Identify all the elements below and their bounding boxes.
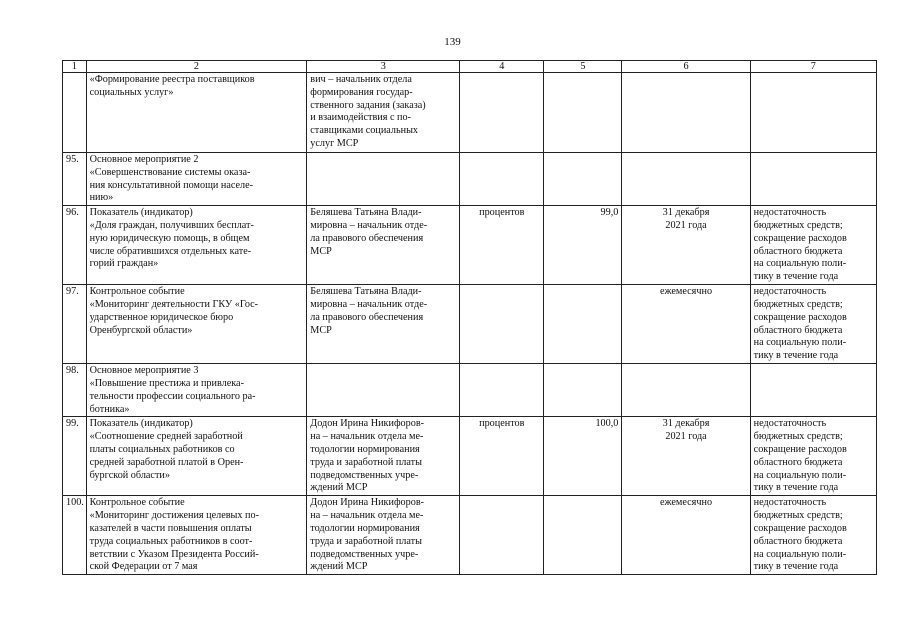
target-value: 100,0 (544, 417, 622, 496)
header-col-7: 7 (750, 61, 876, 73)
row-number: 100. (63, 496, 87, 575)
unit: процентов (460, 417, 544, 496)
unit (460, 496, 544, 575)
row-number: 95. (63, 153, 87, 206)
unit (460, 364, 544, 417)
risks (750, 364, 876, 417)
deadline: 31 декабря 2021 года (622, 417, 750, 496)
header-col-1: 1 (63, 61, 87, 73)
table-row (63, 285, 877, 364)
row-number: 96. (63, 206, 87, 285)
table-row (63, 73, 877, 153)
header-col-4: 4 (460, 61, 544, 73)
table-row (63, 496, 877, 575)
deadline (622, 73, 750, 153)
activity-name: Основное мероприятие 2 «Совершенствование системы оказа- ния консультативной помощи населе- нию» (86, 153, 307, 206)
activity-name: «Формирование реестра поставщиков социальных услуг» (86, 73, 307, 153)
row-number (63, 73, 87, 153)
deadline (622, 364, 750, 417)
deadline (622, 153, 750, 206)
risks: недостаточность бюджетных средств; сокращение расходов областного бюджета на социальную поли- тику в течение года (750, 285, 876, 364)
header-col-5: 5 (544, 61, 622, 73)
responsible-person: Беляшева Татьяна Влади- мировна – начальник отде- ла правового обеспечения МСР (307, 206, 460, 285)
activities-table (62, 60, 877, 575)
deadline: ежемесячно (622, 496, 750, 575)
target-value (544, 153, 622, 206)
target-value (544, 73, 622, 153)
responsible-person: вич – начальник отдела формирования государ- ственного задания (заказа) и взаимодействия с по- ставщиками социальных услуг МСР (307, 73, 460, 153)
risks: недостаточность бюджетных средств; сокращение расходов областного бюджета на социальную поли- тику в течение года (750, 417, 876, 496)
risks (750, 73, 876, 153)
responsible-person: Додон Ирина Никифоров- на – начальник отдела ме- тодологии нормирования труда и заработной платы подведомственных учре- ждений МСР (307, 496, 460, 575)
target-value (544, 364, 622, 417)
activity-name: Показатель (индикатор) «Соотношение средней заработной платы социальных работников со средней заработной платой в Орен- бургской области» (86, 417, 307, 496)
row-number: 98. (63, 364, 87, 417)
unit (460, 73, 544, 153)
deadline: 31 декабря 2021 года (622, 206, 750, 285)
target-value (544, 496, 622, 575)
table-row (63, 364, 877, 417)
table-header-row (63, 61, 877, 73)
header-col-3: 3 (307, 61, 460, 73)
risks: недостаточность бюджетных средств; сокращение расходов областного бюджета на социальную поли- тику в течение года (750, 496, 876, 575)
risks (750, 153, 876, 206)
unit (460, 285, 544, 364)
activity-name: Контрольное событие «Мониторинг достижения целевых по- казателей в части повышения оплаты труда социальных работников в соот- ветствии с Указом Президента Россий- ской Федерации от 7 мая (86, 496, 307, 575)
activity-name: Показатель (индикатор) «Доля граждан, получивших бесплат- ную юридическую помощь, в общем числе обратившихся отдельных кате- горий граждан» (86, 206, 307, 285)
responsible-person (307, 153, 460, 206)
responsible-person (307, 364, 460, 417)
deadline: ежемесячно (622, 285, 750, 364)
responsible-person: Додон Ирина Никифоров- на – начальник отдела ме- тодологии нормирования труда и заработной платы подведомственных учре- ждений МСР (307, 417, 460, 496)
row-number: 99. (63, 417, 87, 496)
table-row (63, 153, 877, 206)
risks: недостаточность бюджетных средств; сокращение расходов областного бюджета на социальную поли- тику в течение года (750, 206, 876, 285)
header-col-6: 6 (622, 61, 750, 73)
target-value (544, 285, 622, 364)
header-col-2: 2 (86, 61, 307, 73)
activity-name: Основное мероприятие 3 «Повышение престижа и привлека- тельности профессии социального ра- ботника» (86, 364, 307, 417)
table-row (63, 417, 877, 496)
row-number: 97. (63, 285, 87, 364)
responsible-person: Беляшева Татьяна Влади- мировна – начальник отде- ла правового обеспечения МСР (307, 285, 460, 364)
table-row (63, 206, 877, 285)
unit (460, 153, 544, 206)
activity-name: Контрольное событие «Мониторинг деятельности ГКУ «Гос- ударственное юридическое бюро Оренбургской области» (86, 285, 307, 364)
unit: процентов (460, 206, 544, 285)
target-value: 99,0 (544, 206, 622, 285)
page-number: 139 (444, 36, 461, 48)
